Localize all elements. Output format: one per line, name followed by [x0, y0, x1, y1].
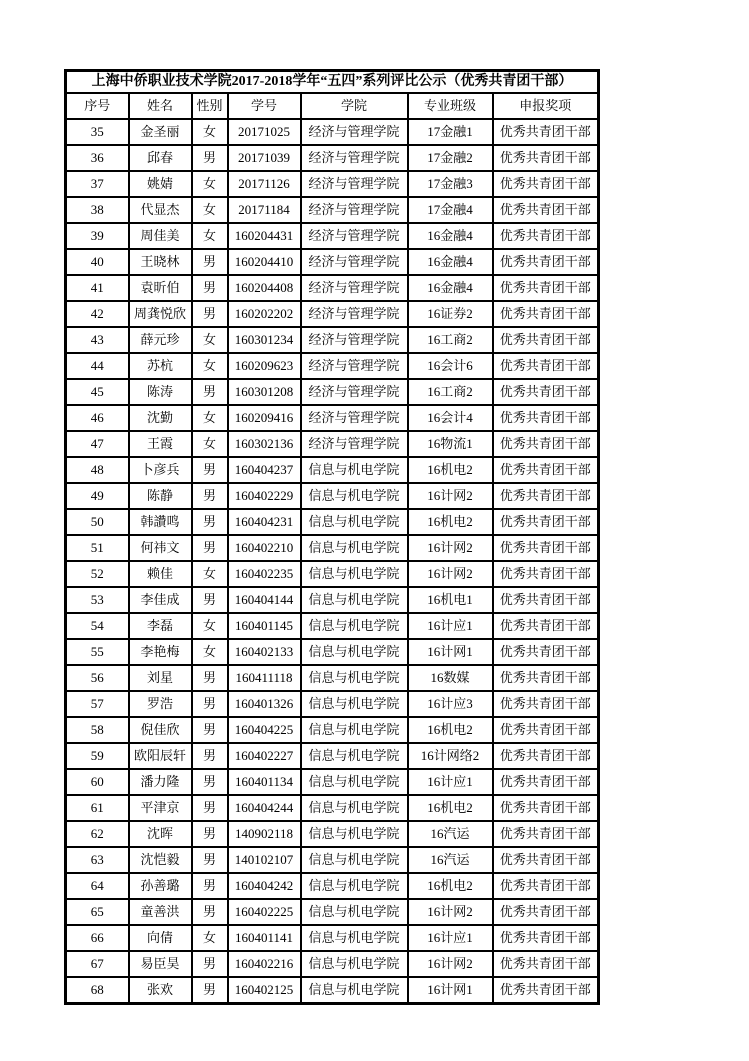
- cell-college: 经济与管理学院: [301, 119, 408, 145]
- cell-student-id: 160204431: [228, 223, 301, 249]
- cell-student-id: 160302136: [228, 431, 301, 457]
- cell-name: 姚婧: [129, 171, 192, 197]
- cell-gender: 男: [192, 509, 228, 535]
- cell-serial: 52: [66, 561, 129, 587]
- table-row: [66, 353, 599, 379]
- cell-serial: 38: [66, 197, 129, 223]
- cell-class: 16证券2: [408, 301, 493, 327]
- cell-college: 信息与机电学院: [301, 587, 408, 613]
- cell-class: 17金融2: [408, 145, 493, 171]
- cell-gender: 女: [192, 171, 228, 197]
- cell-name: 向倩: [129, 925, 192, 951]
- cell-class: 16物流1: [408, 431, 493, 457]
- cell-gender: 女: [192, 613, 228, 639]
- table-row: [66, 951, 599, 977]
- cell-class: 16汽运: [408, 821, 493, 847]
- cell-student-id: 160402210: [228, 535, 301, 561]
- cell-serial: 66: [66, 925, 129, 951]
- cell-name: 赖佳: [129, 561, 192, 587]
- cell-college: 信息与机电学院: [301, 977, 408, 1004]
- cell-college: 经济与管理学院: [301, 327, 408, 353]
- cell-serial: 65: [66, 899, 129, 925]
- cell-serial: 40: [66, 249, 129, 275]
- cell-class: 16金融4: [408, 223, 493, 249]
- cell-name: 王霞: [129, 431, 192, 457]
- cell-gender: 男: [192, 691, 228, 717]
- cell-serial: 51: [66, 535, 129, 561]
- column-header-student-id: 学号: [228, 93, 301, 119]
- cell-name: 陈涛: [129, 379, 192, 405]
- table-title: 上海中侨职业技术学院2017-2018学年“五四”系列评比公示（优秀共青团干部）: [66, 71, 599, 94]
- cell-student-id: 160301234: [228, 327, 301, 353]
- table-row: [66, 899, 599, 925]
- cell-student-id: 160401141: [228, 925, 301, 951]
- table-row: [66, 535, 599, 561]
- cell-student-id: 160202202: [228, 301, 301, 327]
- cell-award: 优秀共青团干部: [493, 925, 599, 951]
- cell-student-id: 20171184: [228, 197, 301, 223]
- award-table: [64, 69, 600, 1005]
- cell-college: 信息与机电学院: [301, 665, 408, 691]
- cell-serial: 37: [66, 171, 129, 197]
- cell-gender: 女: [192, 353, 228, 379]
- cell-name: 李磊: [129, 613, 192, 639]
- cell-award: 优秀共青团干部: [493, 899, 599, 925]
- cell-serial: 67: [66, 951, 129, 977]
- cell-award: 优秀共青团干部: [493, 327, 599, 353]
- cell-student-id: 160404225: [228, 717, 301, 743]
- cell-award: 优秀共青团干部: [493, 535, 599, 561]
- cell-college: 信息与机电学院: [301, 535, 408, 561]
- table-row: [66, 223, 599, 249]
- column-header-class: 专业班级: [408, 93, 493, 119]
- cell-class: 16计应1: [408, 769, 493, 795]
- cell-college: 信息与机电学院: [301, 691, 408, 717]
- table-row: [66, 743, 599, 769]
- cell-gender: 女: [192, 223, 228, 249]
- cell-name: 苏杭: [129, 353, 192, 379]
- cell-college: 信息与机电学院: [301, 743, 408, 769]
- cell-serial: 61: [66, 795, 129, 821]
- cell-name: 罗浩: [129, 691, 192, 717]
- cell-gender: 男: [192, 717, 228, 743]
- cell-award: 优秀共青团干部: [493, 743, 599, 769]
- cell-student-id: 160404144: [228, 587, 301, 613]
- cell-award: 优秀共青团干部: [493, 613, 599, 639]
- cell-award: 优秀共青团干部: [493, 665, 599, 691]
- cell-class: 16机电2: [408, 509, 493, 535]
- cell-name: 周佳美: [129, 223, 192, 249]
- cell-serial: 55: [66, 639, 129, 665]
- cell-gender: 男: [192, 379, 228, 405]
- cell-name: 薛元珍: [129, 327, 192, 353]
- cell-college: 信息与机电学院: [301, 951, 408, 977]
- cell-gender: 男: [192, 665, 228, 691]
- cell-student-id: 160404244: [228, 795, 301, 821]
- cell-award: 优秀共青团干部: [493, 275, 599, 301]
- cell-class: 17金融3: [408, 171, 493, 197]
- table-row: [66, 457, 599, 483]
- cell-student-id: 140902118: [228, 821, 301, 847]
- cell-gender: 男: [192, 301, 228, 327]
- table-row: [66, 379, 599, 405]
- cell-student-id: 160209416: [228, 405, 301, 431]
- cell-award: 优秀共青团干部: [493, 795, 599, 821]
- table-title-row: [66, 71, 599, 94]
- cell-class: 16汽运: [408, 847, 493, 873]
- cell-college: 信息与机电学院: [301, 925, 408, 951]
- cell-award: 优秀共青团干部: [493, 457, 599, 483]
- cell-serial: 47: [66, 431, 129, 457]
- cell-serial: 58: [66, 717, 129, 743]
- cell-class: 16工商2: [408, 327, 493, 353]
- cell-serial: 48: [66, 457, 129, 483]
- cell-gender: 男: [192, 145, 228, 171]
- cell-serial: 53: [66, 587, 129, 613]
- cell-student-id: 160402229: [228, 483, 301, 509]
- cell-college: 信息与机电学院: [301, 457, 408, 483]
- table-row: [66, 613, 599, 639]
- cell-award: 优秀共青团干部: [493, 509, 599, 535]
- cell-award: 优秀共青团干部: [493, 405, 599, 431]
- cell-award: 优秀共青团干部: [493, 951, 599, 977]
- table-header-row: [66, 93, 599, 119]
- cell-college: 经济与管理学院: [301, 431, 408, 457]
- cell-gender: 女: [192, 431, 228, 457]
- cell-class: 16计网1: [408, 977, 493, 1004]
- cell-college: 信息与机电学院: [301, 873, 408, 899]
- cell-student-id: 20171025: [228, 119, 301, 145]
- cell-gender: 女: [192, 119, 228, 145]
- cell-class: 16计网2: [408, 535, 493, 561]
- cell-name: 欧阳辰轩: [129, 743, 192, 769]
- cell-name: 王晓林: [129, 249, 192, 275]
- cell-award: 优秀共青团干部: [493, 197, 599, 223]
- cell-college: 经济与管理学院: [301, 171, 408, 197]
- cell-class: 16工商2: [408, 379, 493, 405]
- cell-class: 16计应3: [408, 691, 493, 717]
- cell-student-id: 160404237: [228, 457, 301, 483]
- cell-serial: 59: [66, 743, 129, 769]
- cell-serial: 63: [66, 847, 129, 873]
- cell-gender: 男: [192, 821, 228, 847]
- table-row: [66, 405, 599, 431]
- cell-class: 16计网1: [408, 639, 493, 665]
- cell-class: 16机电2: [408, 873, 493, 899]
- cell-student-id: 160402125: [228, 977, 301, 1004]
- cell-student-id: 160401145: [228, 613, 301, 639]
- cell-college: 信息与机电学院: [301, 613, 408, 639]
- cell-serial: 41: [66, 275, 129, 301]
- cell-college: 经济与管理学院: [301, 301, 408, 327]
- table-row: [66, 977, 599, 1004]
- cell-name: 邱春: [129, 145, 192, 171]
- cell-name: 金圣丽: [129, 119, 192, 145]
- table-row: [66, 873, 599, 899]
- cell-gender: 男: [192, 743, 228, 769]
- table-row: [66, 171, 599, 197]
- cell-serial: 68: [66, 977, 129, 1004]
- cell-name: 陈静: [129, 483, 192, 509]
- cell-name: 周龚悦欣: [129, 301, 192, 327]
- cell-gender: 女: [192, 405, 228, 431]
- cell-serial: 64: [66, 873, 129, 899]
- cell-class: 17金融4: [408, 197, 493, 223]
- cell-class: 16会计6: [408, 353, 493, 379]
- cell-gender: 男: [192, 847, 228, 873]
- cell-award: 优秀共青团干部: [493, 639, 599, 665]
- table-row: [66, 847, 599, 873]
- cell-gender: 男: [192, 587, 228, 613]
- cell-award: 优秀共青团干部: [493, 145, 599, 171]
- table-row: [66, 795, 599, 821]
- cell-name: 沈晖: [129, 821, 192, 847]
- column-header-award: 申报奖项: [493, 93, 599, 119]
- cell-award: 优秀共青团干部: [493, 847, 599, 873]
- cell-gender: 女: [192, 327, 228, 353]
- cell-college: 经济与管理学院: [301, 379, 408, 405]
- cell-award: 优秀共青团干部: [493, 379, 599, 405]
- cell-class: 16计网2: [408, 561, 493, 587]
- table-row: [66, 639, 599, 665]
- cell-award: 优秀共青团干部: [493, 119, 599, 145]
- table-row: [66, 249, 599, 275]
- cell-class: 16会计4: [408, 405, 493, 431]
- cell-award: 优秀共青团干部: [493, 691, 599, 717]
- cell-student-id: 160411118: [228, 665, 301, 691]
- cell-name: 平津京: [129, 795, 192, 821]
- cell-college: 经济与管理学院: [301, 197, 408, 223]
- cell-serial: 50: [66, 509, 129, 535]
- cell-award: 优秀共青团干部: [493, 821, 599, 847]
- table-row: [66, 691, 599, 717]
- cell-college: 经济与管理学院: [301, 275, 408, 301]
- cell-name: 潘力隆: [129, 769, 192, 795]
- cell-class: 16计网2: [408, 483, 493, 509]
- cell-gender: 男: [192, 249, 228, 275]
- cell-gender: 女: [192, 561, 228, 587]
- table-row: [66, 275, 599, 301]
- cell-student-id: 160402225: [228, 899, 301, 925]
- cell-college: 信息与机电学院: [301, 821, 408, 847]
- cell-award: 优秀共青团干部: [493, 873, 599, 899]
- cell-student-id: 160401326: [228, 691, 301, 717]
- cell-award: 优秀共青团干部: [493, 483, 599, 509]
- cell-college: 经济与管理学院: [301, 223, 408, 249]
- table-row: [66, 665, 599, 691]
- cell-name: 李佳成: [129, 587, 192, 613]
- cell-award: 优秀共青团干部: [493, 587, 599, 613]
- cell-gender: 男: [192, 899, 228, 925]
- cell-student-id: 160404242: [228, 873, 301, 899]
- cell-gender: 男: [192, 483, 228, 509]
- table-row: [66, 587, 599, 613]
- cell-class: 16金融4: [408, 249, 493, 275]
- cell-college: 经济与管理学院: [301, 249, 408, 275]
- cell-student-id: 160209623: [228, 353, 301, 379]
- cell-class: 16机电2: [408, 717, 493, 743]
- cell-name: 易臣昊: [129, 951, 192, 977]
- cell-serial: 54: [66, 613, 129, 639]
- cell-class: 16机电1: [408, 587, 493, 613]
- cell-award: 优秀共青团干部: [493, 717, 599, 743]
- cell-gender: 男: [192, 535, 228, 561]
- cell-college: 经济与管理学院: [301, 145, 408, 171]
- cell-student-id: 140102107: [228, 847, 301, 873]
- cell-name: 韩讚鸣: [129, 509, 192, 535]
- cell-serial: 39: [66, 223, 129, 249]
- cell-student-id: 160204408: [228, 275, 301, 301]
- cell-gender: 男: [192, 795, 228, 821]
- cell-college: 信息与机电学院: [301, 561, 408, 587]
- cell-college: 信息与机电学院: [301, 899, 408, 925]
- cell-award: 优秀共青团干部: [493, 431, 599, 457]
- cell-award: 优秀共青团干部: [493, 223, 599, 249]
- table-row: [66, 327, 599, 353]
- cell-serial: 42: [66, 301, 129, 327]
- table-row: [66, 717, 599, 743]
- column-header-college: 学院: [301, 93, 408, 119]
- cell-gender: 男: [192, 275, 228, 301]
- cell-name: 沈恺毅: [129, 847, 192, 873]
- cell-award: 优秀共青团干部: [493, 171, 599, 197]
- cell-student-id: 20171126: [228, 171, 301, 197]
- cell-college: 信息与机电学院: [301, 717, 408, 743]
- cell-class: 16计网2: [408, 899, 493, 925]
- column-header-gender: 性别: [192, 93, 228, 119]
- table-row: [66, 821, 599, 847]
- cell-award: 优秀共青团干部: [493, 301, 599, 327]
- cell-name: 童善洪: [129, 899, 192, 925]
- cell-name: 刘星: [129, 665, 192, 691]
- cell-name: 袁昕伯: [129, 275, 192, 301]
- cell-award: 优秀共青团干部: [493, 977, 599, 1004]
- cell-serial: 57: [66, 691, 129, 717]
- table-row: [66, 431, 599, 457]
- table-body: [66, 119, 599, 1004]
- table-row: [66, 561, 599, 587]
- cell-name: 沈勤: [129, 405, 192, 431]
- cell-college: 信息与机电学院: [301, 483, 408, 509]
- cell-name: 李艳梅: [129, 639, 192, 665]
- cell-college: 信息与机电学院: [301, 639, 408, 665]
- cell-gender: 女: [192, 925, 228, 951]
- cell-gender: 男: [192, 769, 228, 795]
- column-header-serial: 序号: [66, 93, 129, 119]
- cell-serial: 45: [66, 379, 129, 405]
- cell-gender: 男: [192, 951, 228, 977]
- cell-gender: 男: [192, 457, 228, 483]
- cell-gender: 女: [192, 197, 228, 223]
- cell-name: 孙善璐: [129, 873, 192, 899]
- cell-gender: 男: [192, 977, 228, 1004]
- cell-name: 何祎文: [129, 535, 192, 561]
- cell-class: 16机电2: [408, 795, 493, 821]
- cell-student-id: 20171039: [228, 145, 301, 171]
- table-row: [66, 769, 599, 795]
- cell-class: 16计网络2: [408, 743, 493, 769]
- cell-college: 经济与管理学院: [301, 405, 408, 431]
- table-row: [66, 197, 599, 223]
- cell-class: 16数媒: [408, 665, 493, 691]
- cell-student-id: 160402216: [228, 951, 301, 977]
- cell-serial: 43: [66, 327, 129, 353]
- cell-award: 优秀共青团干部: [493, 769, 599, 795]
- cell-serial: 46: [66, 405, 129, 431]
- cell-serial: 56: [66, 665, 129, 691]
- table-row: [66, 925, 599, 951]
- table-row: [66, 119, 599, 145]
- cell-award: 优秀共青团干部: [493, 353, 599, 379]
- table-row: [66, 301, 599, 327]
- cell-serial: 49: [66, 483, 129, 509]
- cell-college: 信息与机电学院: [301, 847, 408, 873]
- cell-student-id: 160404231: [228, 509, 301, 535]
- cell-name: 倪佳欣: [129, 717, 192, 743]
- cell-class: 16计应1: [408, 613, 493, 639]
- cell-student-id: 160402133: [228, 639, 301, 665]
- cell-student-id: 160401134: [228, 769, 301, 795]
- column-header-name: 姓名: [129, 93, 192, 119]
- cell-college: 经济与管理学院: [301, 353, 408, 379]
- cell-gender: 男: [192, 873, 228, 899]
- cell-class: 17金融1: [408, 119, 493, 145]
- cell-student-id: 160402235: [228, 561, 301, 587]
- table-row: [66, 509, 599, 535]
- cell-name: 卜彦兵: [129, 457, 192, 483]
- table-row: [66, 483, 599, 509]
- cell-serial: 35: [66, 119, 129, 145]
- cell-college: 信息与机电学院: [301, 795, 408, 821]
- cell-serial: 62: [66, 821, 129, 847]
- cell-gender: 女: [192, 639, 228, 665]
- cell-student-id: 160301208: [228, 379, 301, 405]
- cell-class: 16机电2: [408, 457, 493, 483]
- cell-name: 张欢: [129, 977, 192, 1004]
- cell-serial: 36: [66, 145, 129, 171]
- cell-name: 代显杰: [129, 197, 192, 223]
- cell-award: 优秀共青团干部: [493, 249, 599, 275]
- cell-student-id: 160402227: [228, 743, 301, 769]
- cell-serial: 60: [66, 769, 129, 795]
- cell-college: 信息与机电学院: [301, 769, 408, 795]
- cell-college: 信息与机电学院: [301, 509, 408, 535]
- cell-class: 16计应1: [408, 925, 493, 951]
- cell-student-id: 160204410: [228, 249, 301, 275]
- table-row: [66, 145, 599, 171]
- cell-award: 优秀共青团干部: [493, 561, 599, 587]
- cell-class: 16计网2: [408, 951, 493, 977]
- cell-serial: 44: [66, 353, 129, 379]
- cell-class: 16金融4: [408, 275, 493, 301]
